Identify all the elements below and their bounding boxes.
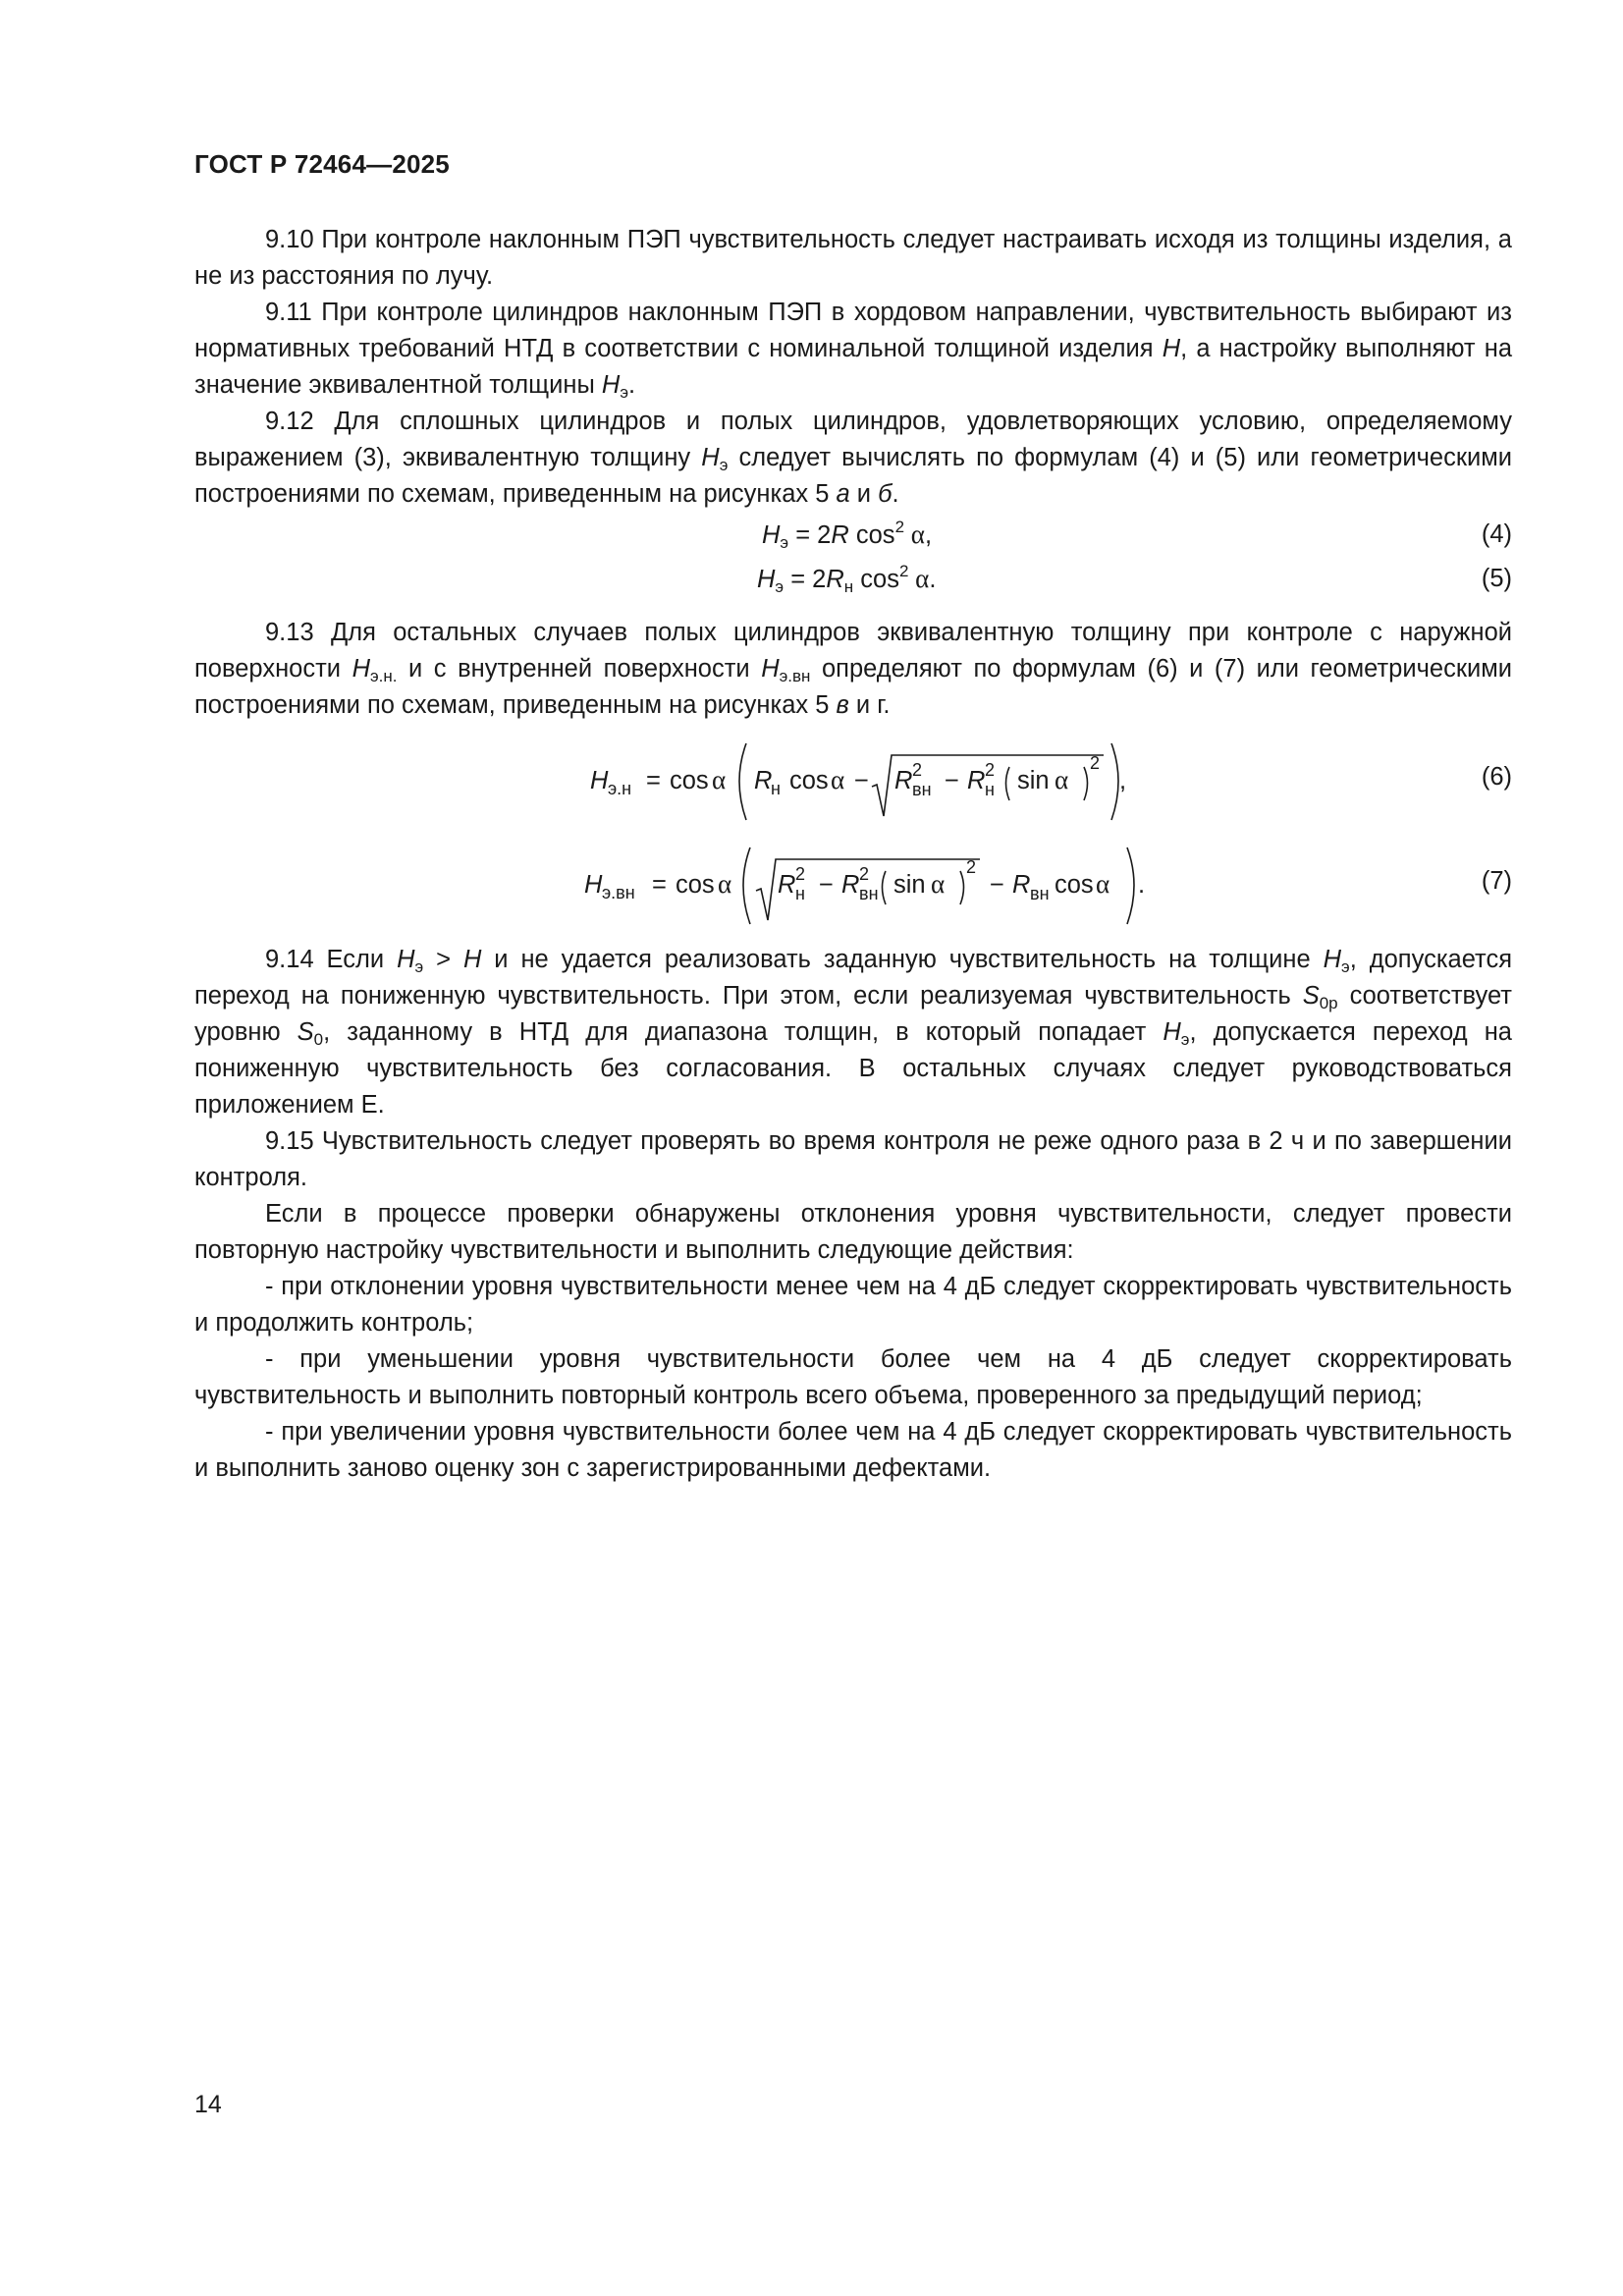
list-item: - при отклонении уровня чувствительности менее чем на 4 дБ следует скорректировать чувствительность и продолжить контроль; [194,1273,1512,1337]
svg-text:−: − [854,767,869,794]
svg-text:cos: cos [789,767,829,794]
svg-text:.: . [1138,871,1146,899]
svg-text:cos: cos [670,767,709,794]
svg-text:cos: cos [676,871,715,899]
svg-text:вн: вн [912,780,932,799]
svg-text:н: н [985,780,995,799]
paragraph-9-13: 9.13 Для остальных случаев полых цилиндров эквивалентную толщину при контроле с наружной поверхности $H_{э.н.}$ и с внутренней поверхности $H_{э.вн}$ определяют по формулам (6) и (7) или геометрическими построениями по схемам, приведенным на рисунках 5 в и г. [194,619,1513,719]
svg-text:H: H [584,871,603,899]
svg-text:вн: вн [1030,884,1050,903]
page-number: 14 [194,2091,222,2118]
svg-text:н: н [771,779,781,798]
svg-text:α: α [718,869,732,899]
paragraph-9-15: 9.15 Чувствительность следует проверять во время контроля не реже одного раза в 2 ч и по завершении контроля. [194,1127,1512,1191]
formula-7-number: (7) [1481,867,1512,895]
formula-5-number: (5) [1481,565,1512,592]
paragraph-9-10: 9.10 При контроле наклонным ПЭП чувствительность следует настраивать исходя из толщины изделия, а не из расстояния по лучу. [194,226,1512,290]
paragraph-sensitivity-check: Если в процессе проверки обнаружены отклонения уровня чувствительности, следует провести повторную настройку чувствительности и выполнить следующие действия: [194,1200,1512,1264]
document-header: ГОСТ Р 72464—2025 [194,149,450,179]
svg-text:2: 2 [795,864,806,884]
formula-4: $H_э = 2R$ $\cos^2 \alpha$, (4) [762,518,1512,552]
svg-text:−: − [945,767,959,794]
formula-6 [194,730,1512,828]
svg-text:R: R [778,871,796,899]
formula-5: $H_э = 2R_н$ $\cos^2 \alpha$. (5) [757,562,1512,596]
svg-text:2: 2 [859,864,870,884]
svg-text:sin: sin [1017,767,1050,794]
svg-text:=: = [652,871,667,899]
svg-text:н: н [795,884,805,903]
svg-text:sin: sin [893,871,926,899]
document-body [194,222,1512,1487]
svg-text:2: 2 [1090,753,1101,773]
svg-text:α: α [712,765,727,794]
svg-text:R: R [841,871,860,899]
formula-6-number: (6) [1481,763,1512,791]
svg-text:α: α [1096,869,1110,899]
formula-4-number: (4) [1481,520,1512,548]
svg-text:,: , [1119,767,1127,794]
svg-text:R: R [967,767,986,794]
svg-text:α: α [831,765,845,794]
svg-text:2: 2 [985,760,996,780]
svg-text:э.вн: э.вн [602,883,635,902]
list-item: - при уменьшении уровня чувствительности более чем на 4 дБ следует скорректировать чувствительность и выполнить повторный контроль всего объема, проверенного за предыдущий период; [194,1345,1512,1409]
svg-text:R: R [754,767,773,794]
svg-text:−: − [819,871,834,899]
paragraph-9-12: 9.12 Для сплошных цилиндров и полых цилиндров, удовлетворяющих условию, определяемому выражением (3), эквивалентную толщину $H_э$ следует вычислять по формулам (4) и (5) или геометрическими построениями по схемам, приведенным на рисунках 5 а и б. [194,408,1512,508]
svg-text:вн: вн [859,884,879,903]
formula-6-graphic [194,730,1512,828]
svg-text:α: α [931,869,946,899]
svg-text:э.н: э.н [608,779,632,798]
paragraph-9-14: 9.14 Если $H_э > H$ и не удается реализовать заданную чувствительность на толщине $H_э$, допускается переход на пониженную чувствительность. При этом, если реализуемая чувствительность $S_{0р}$ соответствует уровню $S_0$, заданному в НТД для диапазона толщин, в который попадает $H_э$, допускается переход на пониженную чувствительность без согласования. В остальных случаях следует руководствоваться приложением Е. [194,946,1512,1119]
formula-7 [194,834,1512,932]
paragraph-9-11: 9.11 При контроле цилиндров наклонным ПЭП в хордовом направлении, чувствительность выбирают из нормативных требований НТД в соответствии с номинальной толщиной изделия H, а настройку выполняют на значение эквивалентной толщины $H_э$. [194,299,1513,402]
svg-text:H: H [590,767,609,794]
svg-text:cos: cos [1055,871,1094,899]
svg-text:2: 2 [966,857,977,877]
list-item: - при увеличении уровня чувствительности более чем на 4 дБ следует скорректировать чувствительность и выполнить заново оценку зон с зарегистрированными дефектами. [194,1418,1512,1482]
svg-text:2: 2 [912,760,923,780]
svg-text:−: − [990,871,1004,899]
svg-text:R: R [894,767,913,794]
svg-text:=: = [646,767,661,794]
svg-text:R: R [1012,871,1031,899]
svg-text:α: α [1055,765,1069,794]
formula-7-graphic [194,834,1512,932]
